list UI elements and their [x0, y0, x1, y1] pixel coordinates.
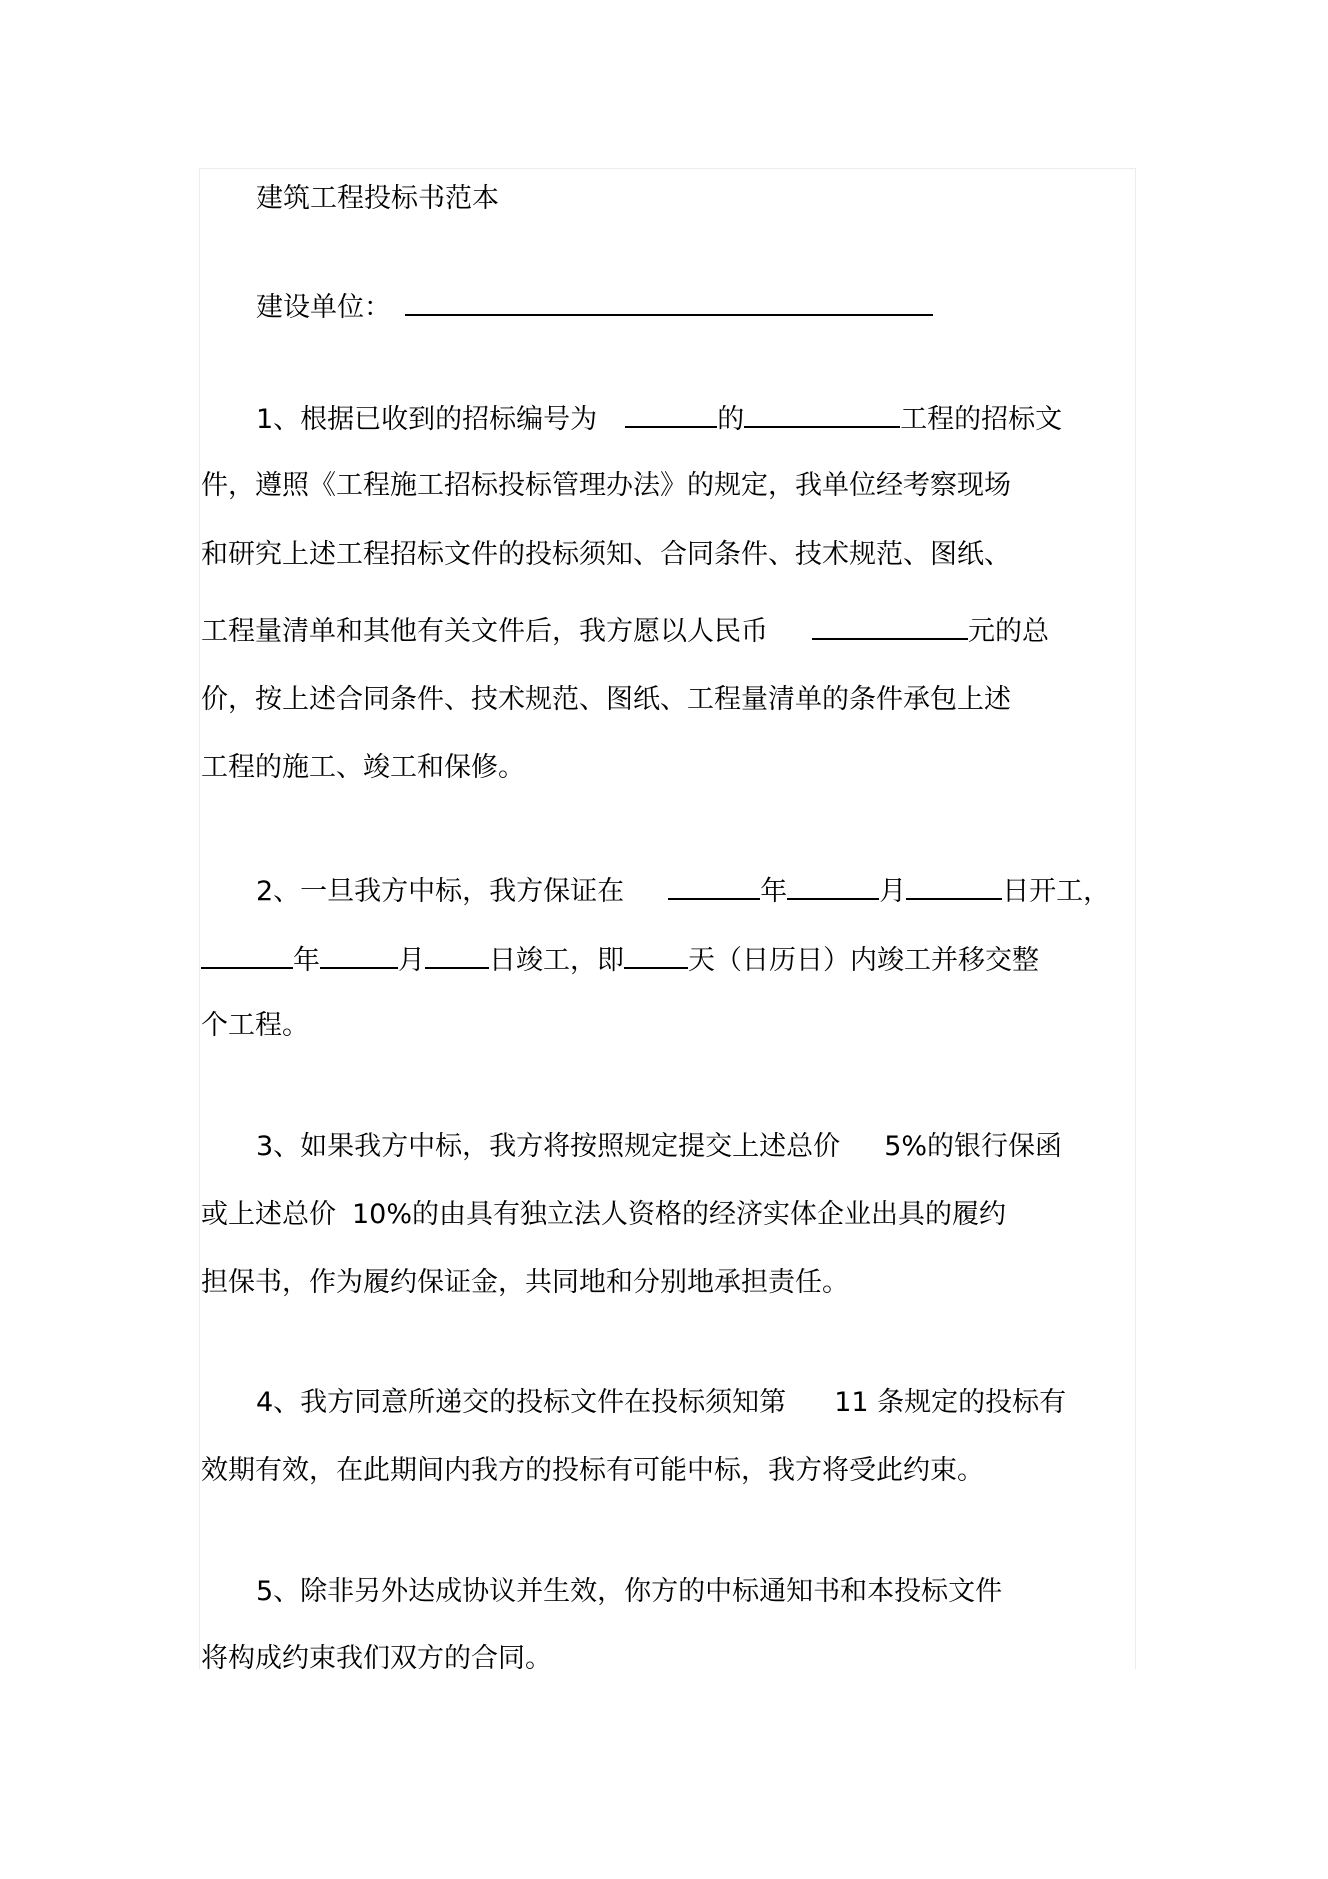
end-day-blank[interactable]: [425, 941, 489, 969]
total-price-blank[interactable]: [812, 612, 968, 640]
end-year-blank[interactable]: [201, 941, 293, 969]
owner-line: [256, 288, 933, 325]
p2-line-3: 个工程。: [201, 1010, 309, 1041]
p4-line-2: 效期有效，在此期间内我方的投标有可能中标，我方将受此约束。: [201, 1455, 984, 1486]
duration-days-blank[interactable]: [624, 941, 688, 969]
p5-line-1: 5、除非另外达成协议并生效，你方的中标通知书和本投标文件: [256, 1576, 1003, 1607]
p3-line-1: 3、如果我方中标，我方将按照规定提交上述总价 5%的银行保函: [256, 1131, 1063, 1162]
start-day-blank[interactable]: [906, 872, 1002, 900]
p3-line-2: 或上述总价 10%的由具有独立法人资格的经济实体企业出具的履约: [201, 1199, 1007, 1230]
project-name-blank[interactable]: [744, 400, 900, 428]
bid-number-blank[interactable]: [625, 400, 717, 428]
p1-line-6: 工程的施工、竣工和保修。: [201, 752, 525, 783]
p2-line-1: 2、一旦我方中标，我方保证在 年 月 日开工，: [256, 872, 1110, 909]
p2-line-2: 年 月 日竣工，即 天（日历日）内竣工并移交整: [201, 941, 1039, 978]
p3-line-3: 担保书，作为履约保证金，共同地和分别地承担责任。: [201, 1267, 849, 1298]
page-frame: [199, 168, 1136, 1669]
p1-line-3: 和研究上述工程招标文件的投标须知、合同条件、技术规范、图纸、: [201, 539, 1011, 570]
p1-line-4: 工程量清单和其他有关文件后，我方愿以人民币 元的总: [201, 612, 1049, 649]
start-year-blank[interactable]: [668, 872, 760, 900]
p5-line-2: 将构成约束我们双方的合同。: [201, 1643, 552, 1674]
p1-line-2: 件，遵照《工程施工招标投标管理办法》的规定，我单位经考察现场: [201, 470, 1011, 501]
document-title: 建筑工程投标书范本: [256, 183, 499, 214]
p1-line-1: 1、根据已收到的招标编号为 的 工程的招标文: [256, 400, 1062, 437]
p1-line-5: 价，按上述合同条件、技术规范、图纸、工程量清单的条件承包上述: [201, 684, 1011, 715]
end-month-blank[interactable]: [320, 941, 398, 969]
p4-line-1: 4、我方同意所递交的投标文件在投标须知第 11 条规定的投标有: [256, 1387, 1067, 1418]
owner-blank[interactable]: [405, 288, 933, 316]
owner-label: 建设单位：: [256, 292, 391, 323]
start-month-blank[interactable]: [787, 872, 879, 900]
